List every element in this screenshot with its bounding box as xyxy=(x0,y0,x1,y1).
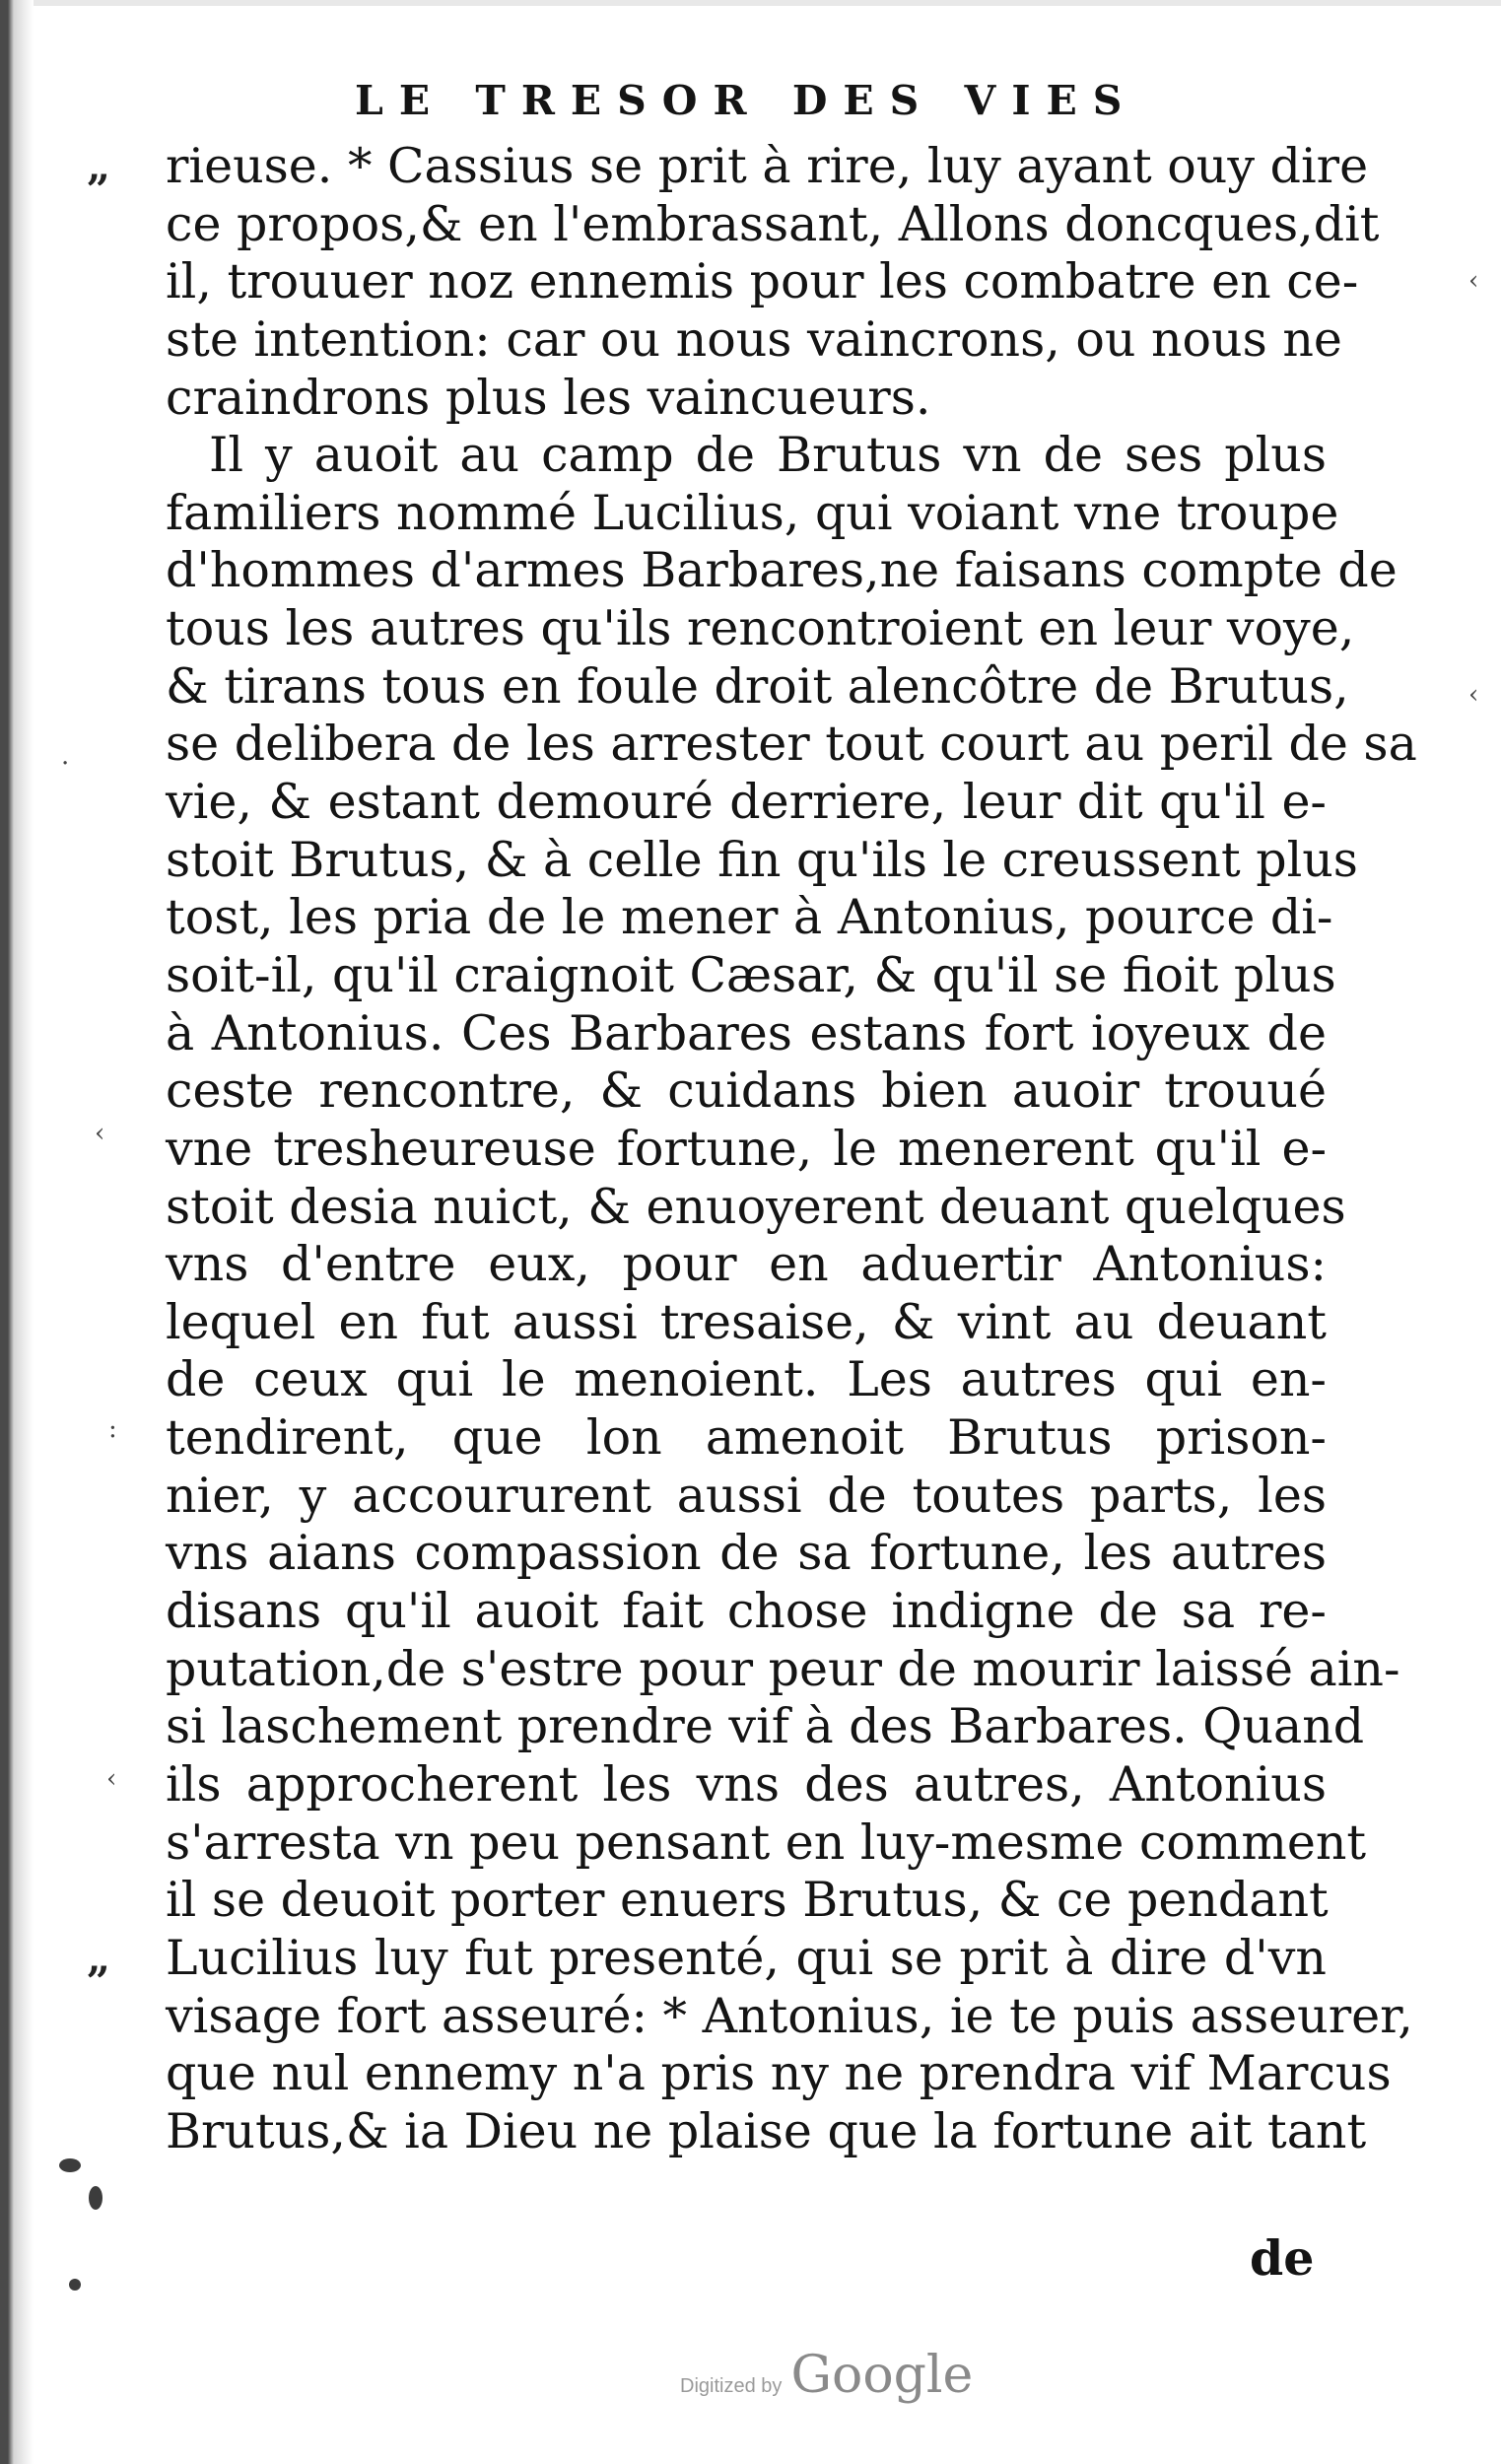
text-line: si laschement prendre vif à des Barbares. Quand xyxy=(166,1698,1365,1755)
ink-blot xyxy=(59,2158,81,2172)
scan-mark: ‹ xyxy=(1468,266,1479,296)
margin-quote-mark: „ xyxy=(87,142,111,190)
text-line: vns d'entre eux, pour en aduertir Antonius: xyxy=(166,1236,1327,1293)
text-line: s'arresta vn peu pensant en luy-mesme comment xyxy=(166,1814,1367,1871)
text-line: & tirans tous en foule droit alencôtre de Brutus, xyxy=(166,657,1349,715)
text-line: „ Lucilius luy fut presenté, qui se prit à dire d'vn xyxy=(87,1929,1327,1986)
text-line: il se deuoit porter enuers Brutus, & ce pendant xyxy=(166,1872,1329,1929)
text-line: de ceux qui le menoient. Les autres qui en- xyxy=(166,1351,1327,1408)
text-line: ste intention: car ou nous vaincrons, ou nous ne xyxy=(166,310,1342,368)
scan-left-edge xyxy=(0,0,34,2464)
text-line: tendirent, que lon amenoit Brutus prison- xyxy=(166,1409,1327,1467)
text-line: tost, les pria de le mener à Antonius, pource di- xyxy=(166,889,1333,946)
scan-mark: · xyxy=(61,749,70,779)
text-line: il, trouuer noz ennemis pour les combatre en ce- xyxy=(166,253,1359,310)
text-line: vns aians compassion de sa fortune, les autres xyxy=(166,1525,1327,1582)
text-line: visage fort asseuré: * Antonius, ie te puis asseurer, xyxy=(166,1987,1413,2044)
text-line: lequel en fut aussi tresaise, & vint au deuant xyxy=(166,1293,1327,1350)
running-head: LE TRESOR DES VIES xyxy=(355,77,1138,124)
text-line: ceste rencontre, & cuidans bien auoir trouué xyxy=(166,1062,1327,1120)
ink-blot xyxy=(69,2279,81,2291)
text-line: Il y auoit au camp de Brutus vn de ses plus xyxy=(209,427,1327,484)
text-line: putation,de s'estre pour peur de mourir laissé ain- xyxy=(166,1640,1400,1697)
text-line: stoit desia nuict, & enuoyerent deuant quelques xyxy=(166,1178,1346,1235)
text-line: vne tresheureuse fortune, le menerent qu'il e- xyxy=(166,1120,1327,1177)
text-line: craindrons plus les vaincueurs. xyxy=(166,369,931,426)
text-line: „ rieuse. * Cassius se prit à rire, luy ayant ouy dire xyxy=(87,138,1369,194)
ink-blot xyxy=(89,2186,102,2210)
scan-top-edge xyxy=(0,0,1501,6)
text-line: d'hommes d'armes Barbares,ne faisans compte de xyxy=(166,542,1398,599)
text-line: ils approcherent les vns des autres, Antonius xyxy=(166,1755,1327,1813)
catchword: de xyxy=(1250,2229,1315,2287)
text-line: stoit Brutus, & à celle fin qu'ils le creussent plus xyxy=(166,831,1358,888)
text-line: ce propos,& en l'embrassant, Allons doncques,dit xyxy=(166,195,1380,252)
digitized-watermark xyxy=(680,2346,973,2405)
scan-mark: ‹ xyxy=(106,1764,117,1794)
watermark-prefix: Digitized by xyxy=(680,2375,783,2397)
text-line: que nul ennemy n'a pris ny ne prendra vif Marcus xyxy=(166,2045,1392,2102)
text-line: à Antonius. Ces Barbares estans fort ioyeux de xyxy=(166,1004,1327,1061)
text-line: nier, y accoururent aussi de toutes parts, les xyxy=(166,1467,1327,1524)
text-line: soit-il, qu'il craignoit Cæsar, & qu'il se fioit plus xyxy=(166,946,1336,1003)
text-line: Brutus,& ia Dieu ne plaise que la fortune ait tant xyxy=(166,2102,1367,2159)
text-line: disans qu'il auoit fait chose indigne de sa re- xyxy=(166,1583,1327,1640)
scan-mark: ‹ xyxy=(95,1119,105,1148)
text-line: familiers nommé Lucilius, qui voiant vne troupe xyxy=(166,484,1339,541)
text-line: tous les autres qu'ils rencontroient en leur voye, xyxy=(166,600,1355,657)
margin-quote-mark: „ xyxy=(87,1933,111,1982)
watermark-brand: Google xyxy=(790,2346,974,2405)
text-line: se delibera de les arrester tout court au peril de sa xyxy=(166,716,1417,773)
scan-mark: ‹ xyxy=(1468,680,1479,710)
body-text xyxy=(87,138,1417,2160)
scan-mark: : xyxy=(108,1414,117,1444)
text-line: vie, & estant demouré derriere, leur dit qu'il e- xyxy=(166,774,1327,831)
